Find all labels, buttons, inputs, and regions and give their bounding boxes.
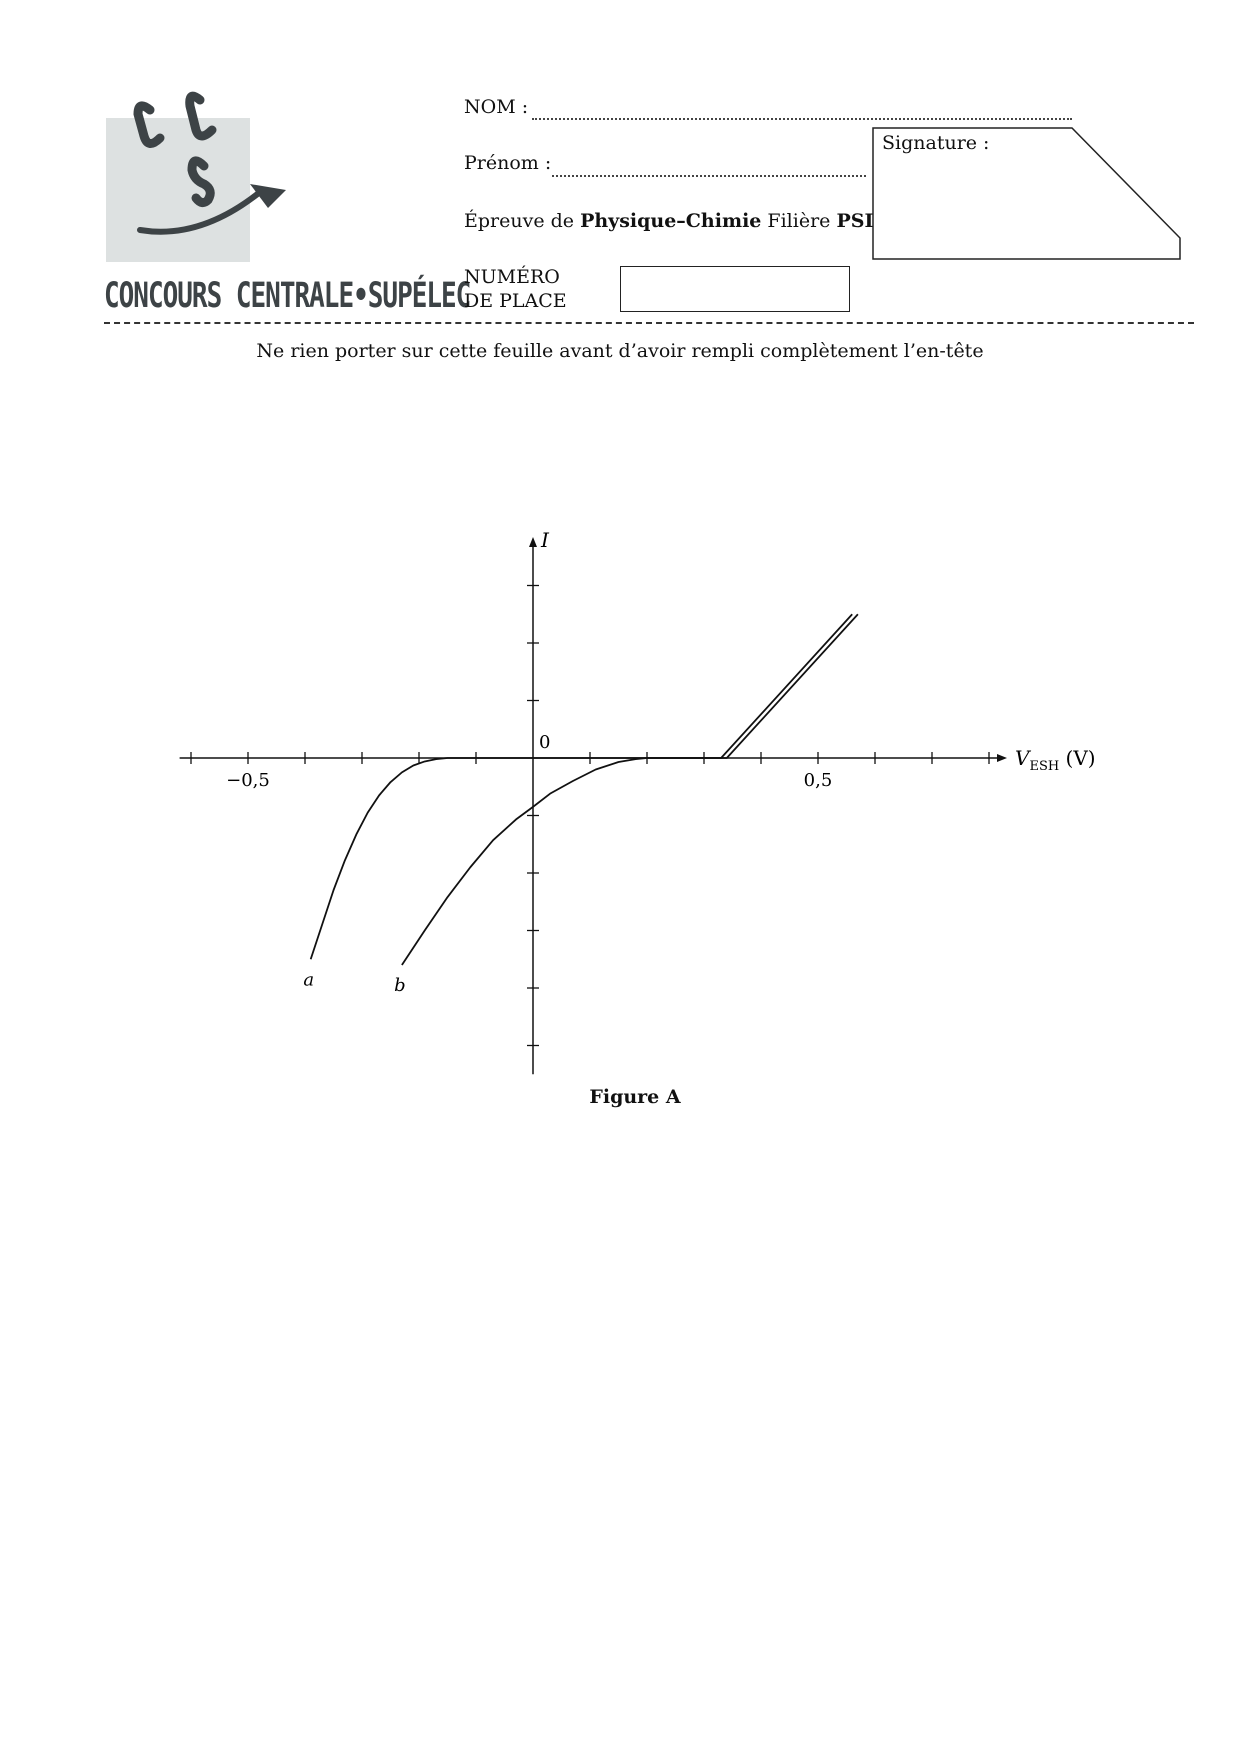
epreuve-subject: Physique–Chimie — [580, 210, 762, 232]
origin-label: 0 — [539, 732, 551, 753]
y-axis-arrow — [529, 537, 537, 547]
filiere-name: PSI — [836, 210, 874, 232]
y-axis-label: I — [541, 528, 549, 552]
x-axis-arrow — [997, 754, 1007, 762]
x-axis-label: $V_{ESH}$ (V) — [1015, 746, 1096, 774]
x-tick-label: −0,5 — [226, 770, 270, 791]
figure-caption: Figure A — [589, 1086, 681, 1108]
epreuve-prefix: Épreuve de — [464, 210, 581, 232]
signature-label: Signature : — [882, 132, 990, 154]
notice-text: Ne rien porter sur cette feuille avant d’avoir rempli complètement l’en-tête — [256, 340, 984, 362]
x-tick-labels — [226, 770, 832, 791]
nom-label: NOM : — [464, 96, 529, 118]
series-group — [303, 614, 858, 996]
brand-name: CONCOURS CENTRALE•SUPÉLEC — [104, 276, 471, 317]
prenom-label: Prénom : — [464, 152, 552, 174]
series-a-line — [311, 614, 853, 959]
x-tick-label: 0,5 — [803, 770, 833, 791]
series-a-label: a — [303, 969, 315, 991]
numero-label-line1: NUMÉRO — [464, 266, 560, 288]
filiere-prefix: Filière — [761, 210, 837, 232]
series-b-label: b — [394, 975, 406, 996]
numero-label-line2: DE PLACE — [464, 290, 567, 312]
series-b-line — [402, 614, 858, 965]
